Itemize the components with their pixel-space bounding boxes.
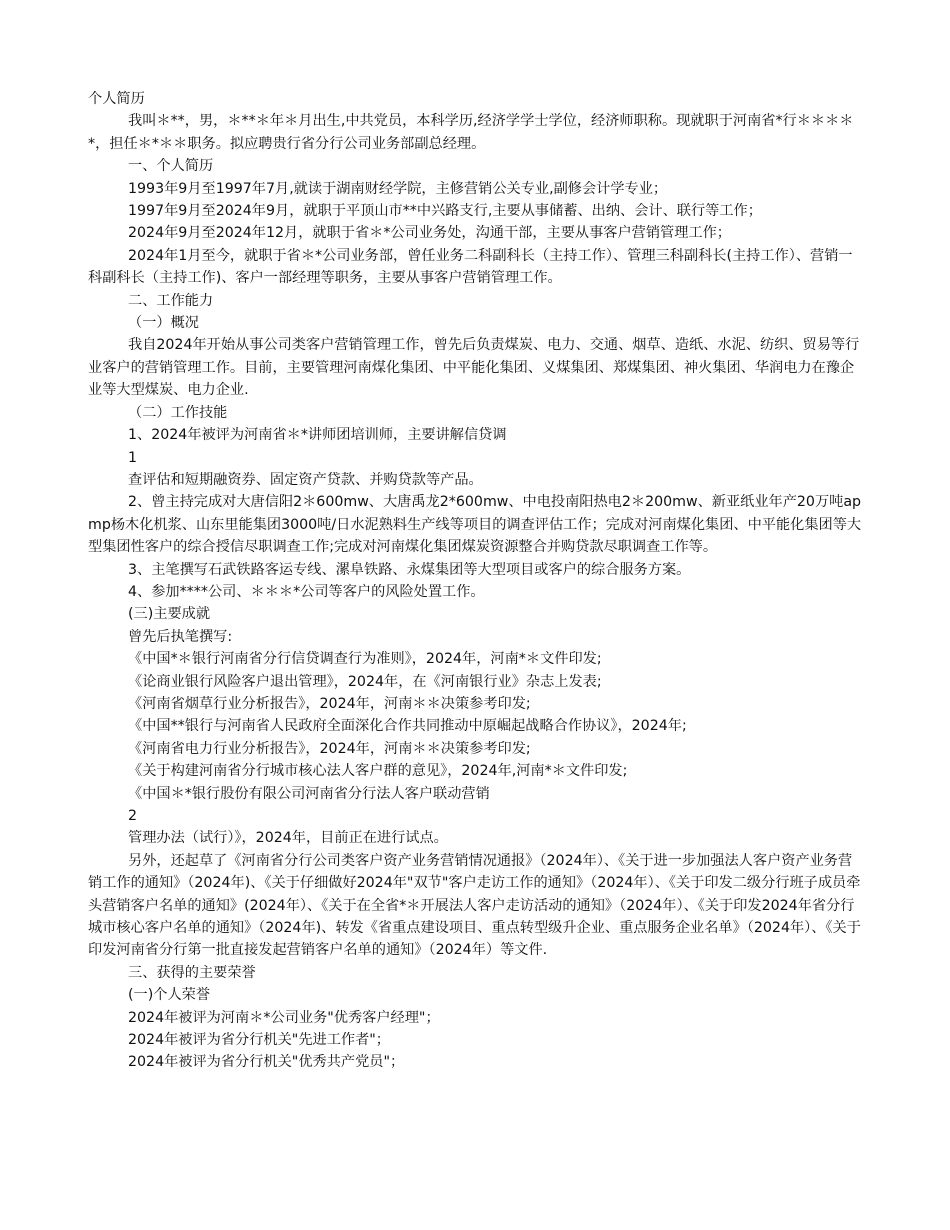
overview-paragraph: 我自2024年开始从事公司类客户营销管理工作，曾先后负责煤炭、电力、交通、烟草、造纸、水泥、纺织、贸易等行业客户的营销管理工作。目前，主要管理河南煤化集团、中平能化集团、义煤集团、郑煤集团、神火集团、华润电力在豫企业等大型煤炭、电力企业. <box>88 337 860 399</box>
subsection-heading-skills: （二）工作技能 <box>128 404 228 421</box>
work-item: 《论商业银行风险客户退出管理》，2024年，在《河南银行业》杂志上发表; <box>128 673 602 690</box>
subsection-heading-achievements: (三)主要成就 <box>128 606 211 623</box>
skill-item: 3、主笔撰写石武铁路客运专线、漯阜铁路、永煤集团等大型项目或客户的综合服务方案。 <box>128 561 691 578</box>
page-number: 1 <box>128 449 138 466</box>
skill-item-continued: 查评估和短期融资券、固定资产贷款、并购贷款等产品。 <box>128 471 483 488</box>
work-item: 《关于构建河南省分行城市核心法人客户群的意见》，2024年,河南*＊文件印发; <box>128 763 628 780</box>
honor-item: 2024年被评为省分行机关"先进工作者"； <box>128 1032 390 1049</box>
work-item: 《中国＊*银行股份有限公司河南省分行法人客户联动营销 <box>128 785 490 802</box>
resume-entry: 1997年9月至2024年9月，就职于平顶山市**中兴路支行,主要从事储蓄、出纳、会计、联行等工作； <box>128 203 762 220</box>
section-heading-honors: 三、获得的主要荣誉 <box>128 964 256 981</box>
achievements-intro: 曾先后执笔撰写: <box>128 628 233 645</box>
resume-entry: 2024年9月至2024年12月，就职于省＊*公司业务处，沟通干部，主要从事客户营销管理工作； <box>128 225 731 242</box>
skill-item: 2、曾主持完成对大唐信阳2＊600mw、大唐禹龙2*600mw、中电投南阳热电2＊200mw、新亚纸业年产20万吨apmp杨木化机浆、山东里能集团3000吨/日水泥熟料生产线等项目的调查评估工作；完成对河南煤化集团、中平能化集团等大型集团性客户的综合授信尽职调查工作;完成对河南煤化集团煤炭资源整合并购贷款尽职调查工作等。 <box>88 494 862 556</box>
section-heading-resume: 一、个人简历 <box>128 158 214 175</box>
drafted-documents-paragraph: 另外，还起草了《河南省分行公司类客户资产业务营销情况通报》（2024年）、《关于进一步加强法人客户资产业务营销工作的通知》（2024年)、《关于仔细做好2024年"双节"客户走访工作的通知》（2024年）、《关于印发二级分行班子成员牵头营销客户名单的通知》(2024年）、《关于在全省*＊开展法人客户走访活动的通知》（2024年）、《关于印发2024年省分行城市核心客户名单的通知》（2024年)、转发《省重点建设项目、重点转型级升企业、重点服务企业名单》（2024年）、《关于印发河南省分行第一批直接发起营销客户名单的通知》（2024年）等文件. <box>88 852 861 959</box>
resume-entry: 1993年9月至1997年7月,就读于湖南财经学院，主修营销公关专业,副修会计学专业； <box>128 180 668 197</box>
honor-item: 2024年被评为河南＊*公司业务"优秀客户经理"； <box>128 1009 440 1026</box>
section-heading-ability: 二、工作能力 <box>128 292 214 309</box>
skill-item: 1、2024年被评为河南省＊*讲师团培训师，主要讲解信贷调 <box>128 427 507 444</box>
honor-item: 2024年被评为省分行机关"优秀共产党员"； <box>128 1054 405 1071</box>
document-title: 个人简历 <box>88 91 145 107</box>
work-item: 《河南省电力行业分析报告》，2024年，河南＊＊决策参考印发; <box>128 740 531 757</box>
work-item: 《中国**银行与河南省人民政府全面深化合作共同推动中原崛起战略合作协议》，2024年; <box>128 718 687 735</box>
skill-item: 4、参加****公司、＊＊＊*公司等客户的风险处置工作。 <box>128 583 485 600</box>
work-item: 《中国*＊银行河南省分行信贷调查行为准则》，2024年，河南*＊文件印发; <box>128 651 602 668</box>
subsection-heading-overview: （一）概况 <box>128 315 199 332</box>
work-item-continued: 管理办法（试行）》，2024年，目前正在进行试点。 <box>128 830 448 847</box>
resume-entry: 2024年1月至今，就职于省＊*公司业务部，曾任业务二科副科长（主持工作）、管理三科副科长(主持工作）、营销一科副科长（主持工作)、客户一部经理等职务，主要从事客户营销管理工作。 <box>88 247 853 287</box>
work-item: 《河南省烟草行业分析报告》，2024年，河南＊＊决策参考印发; <box>128 695 531 712</box>
intro-paragraph: 我叫＊**，男，＊**＊年＊月出生,中共党员，本科学历,经济学学士学位，经济师职称。现就职于河南省*行＊＊＊＊*，担任＊*＊＊职务。拟应聘贵行省分行公司业务部副总经理。 <box>88 113 854 152</box>
subsection-heading-personal-honors: (一)个人荣誉 <box>128 987 211 1004</box>
page-number: 2 <box>128 808 138 824</box>
